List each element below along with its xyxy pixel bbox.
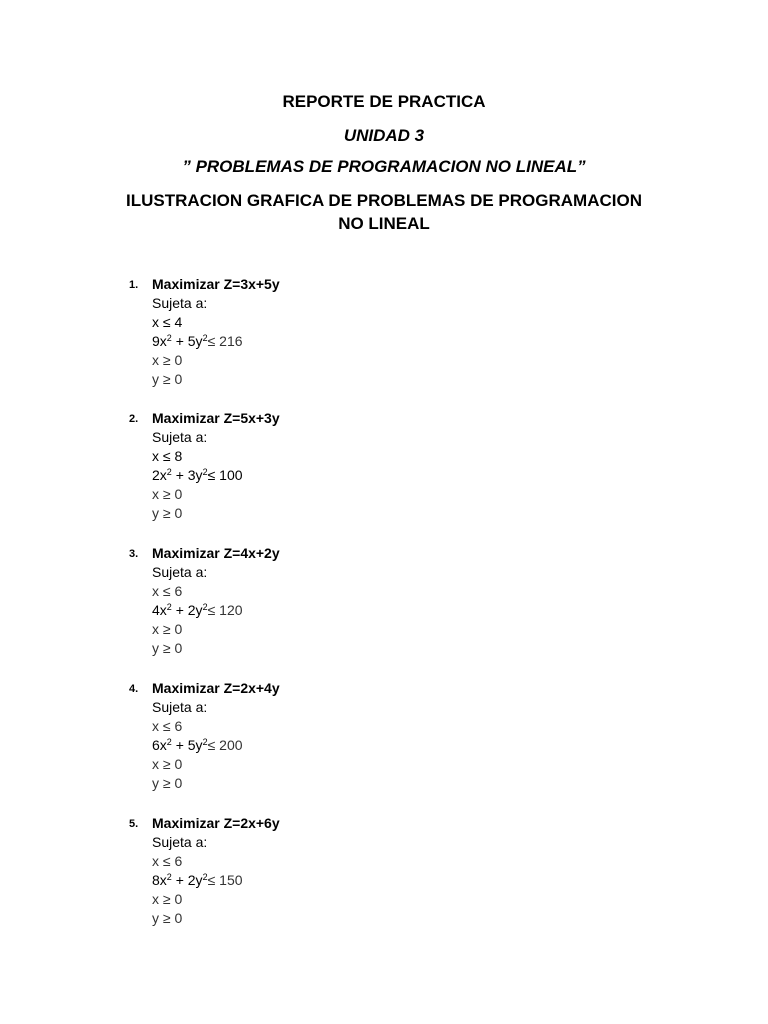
constraint-4: y ≥ 0 <box>152 505 183 521</box>
subject-to-label: Sujeta a: <box>152 564 208 580</box>
problem-number: 5. <box>129 818 139 830</box>
report-title: REPORTE DE PRACTICA <box>282 92 486 111</box>
objective-function: Maximizar Z=4x+2y <box>152 545 280 561</box>
constraint-2: $8x^2 + 2y^2\le 150$ <box>152 872 243 888</box>
subject-to-label: Sujeta a: <box>152 295 208 311</box>
objective-function: Maximizar Z=2x+4y <box>152 680 280 696</box>
constraint-4: y ≥ 0 <box>152 371 183 387</box>
objective-function: Maximizar Z=5x+3y <box>152 410 280 426</box>
objective-function: Maximizar Z=2x+6y <box>152 815 280 831</box>
constraint-4: y ≥ 0 <box>152 910 183 926</box>
constraint-1: x ≤ 6 <box>152 718 183 734</box>
illustration-heading-line1: ILUSTRACION GRAFICA DE PROBLEMAS DE PROGRAMACION <box>126 191 642 210</box>
subject-to-label: Sujeta a: <box>152 429 208 445</box>
constraint-3: x ≥ 0 <box>152 756 183 772</box>
constraint-2: $6x^2 + 5y^2\le 200$ <box>152 737 243 753</box>
illustration-heading-line2: NO LINEAL <box>338 214 430 233</box>
constraint-1: x ≤ 6 <box>152 583 183 599</box>
subject-to-label: Sujeta a: <box>152 834 208 850</box>
constraint-3: x ≥ 0 <box>152 352 183 368</box>
problem-number: 1. <box>129 279 139 291</box>
constraint-1: x ≤ 4 <box>152 314 183 330</box>
constraint-3: x ≥ 0 <box>152 621 183 637</box>
constraint-4: y ≥ 0 <box>152 775 183 791</box>
unit-heading: UNIDAD 3 <box>343 126 425 145</box>
constraint-3: x ≥ 0 <box>152 486 183 502</box>
constraint-2: $4x^2 + 2y^2\le 120$ <box>152 602 243 618</box>
subject-to-label: Sujeta a: <box>152 699 208 715</box>
objective-function: Maximizar Z=3x+5y <box>152 276 280 292</box>
problem-number: 4. <box>129 683 139 695</box>
problem-number: 3. <box>129 548 139 560</box>
topic-heading: ” PROBLEMAS DE PROGRAMACION NO LINEAL” <box>182 157 586 176</box>
problem-number: 2. <box>129 413 139 425</box>
constraint-4: y ≥ 0 <box>152 640 183 656</box>
constraint-1: x ≤ 8 <box>152 448 183 464</box>
constraint-1: x ≤ 6 <box>152 853 183 869</box>
constraint-2: $2x^2 + 3y^2\le 100$ <box>152 467 243 483</box>
constraint-2: $9x^2 + 5y^2\le 216$ <box>152 333 243 349</box>
constraint-3: x ≥ 0 <box>152 891 183 907</box>
